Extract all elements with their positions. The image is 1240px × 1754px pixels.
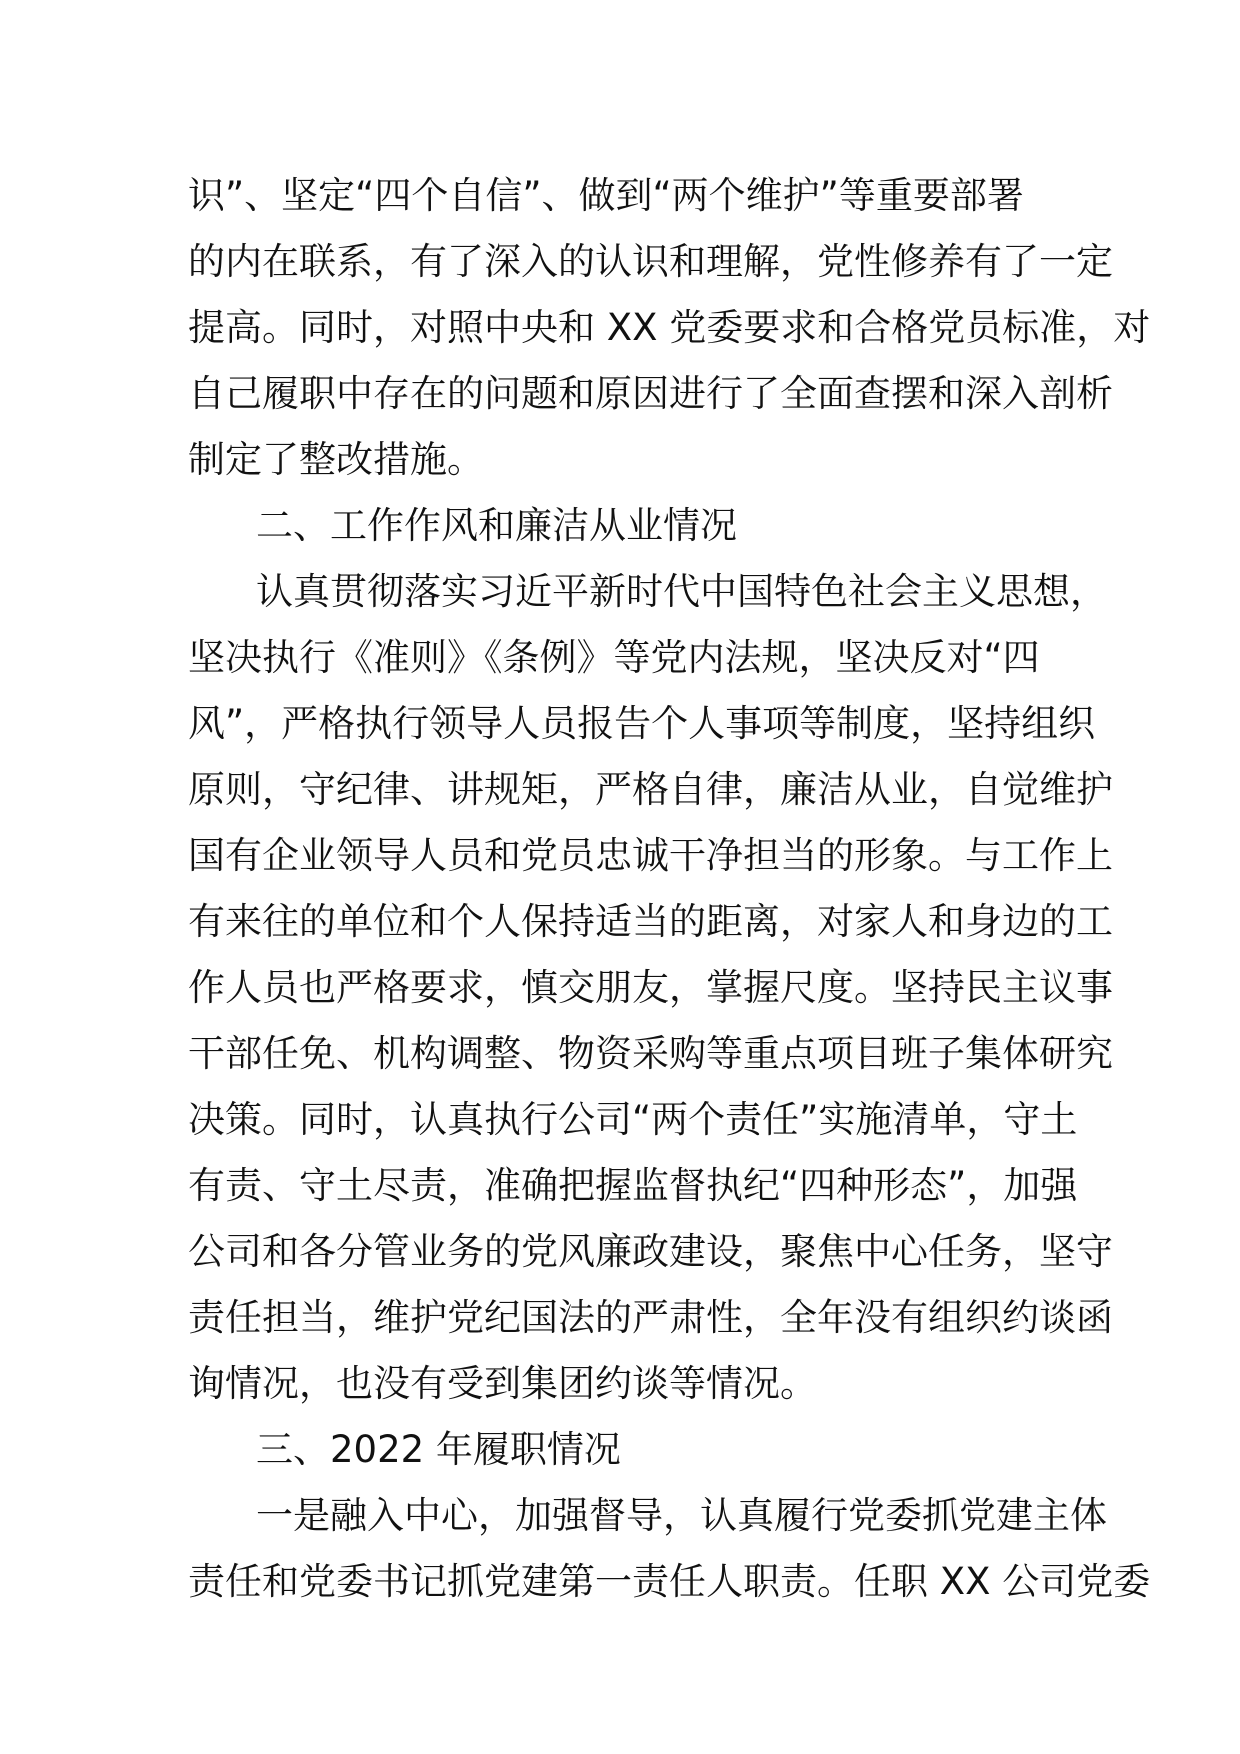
paragraph-line: 责任担当，维护党纪国法的严肃性，全年没有组织约谈函 [188,1296,1113,1339]
paragraph-line: 一是融入中心，加强督导，认真履行党委抓党建主体 [256,1494,1107,1537]
paragraph-line: 作人员也严格要求，慎交朋友，掌握尺度。坚持民主议事 [188,966,1113,1009]
paragraph-line: 的内在联系，有了深入的认识和理解，党性修养有了一定 [188,240,1113,283]
paragraph-line: 提高。同时，对照中央和 XX 党委要求和合格党员标准，对 [188,306,1151,349]
section-heading: 二、工作作风和廉洁从业情况 [256,504,737,547]
paragraph-line: 询情况，也没有受到集团约谈等情况。 [188,1362,817,1405]
paragraph-line: 有来往的单位和个人保持适当的距离，对家人和身边的工 [188,900,1113,943]
paragraph-line: 坚决执行《准则》《条例》等党内法规，坚决反对“四 [188,636,1040,679]
paragraph-line: 认真贯彻落实习近平新时代中国特色社会主义思想， [256,570,1107,613]
section-heading: 三、2022 年履职情况 [256,1428,621,1471]
paragraph-line: 制定了整改措施。 [188,438,484,481]
paragraph-line: 自己履职中存在的问题和原因进行了全面查摆和深入剖析 [188,372,1113,415]
paragraph-line: 原则，守纪律、讲规矩，严格自律，廉洁从业，自觉维护 [188,768,1113,811]
paragraph-line: 有责、守土尽责，准确把握监督执纪“四种形态”，加强 [188,1164,1078,1207]
paragraph-line: 风”，严格执行领导人员报告个人事项等制度，坚持组织 [188,702,1096,745]
paragraph-line: 干部任免、机构调整、物资采购等重点项目班子集体研究 [188,1032,1113,1075]
paragraph-line: 决策。同时，认真执行公司“两个责任”实施清单，守土 [188,1098,1078,1141]
paragraph-line: 识”、坚定“四个自信”、做到“两个维护”等重要部署 [188,174,1024,217]
paragraph-line: 公司和各分管业务的党风廉政建设，聚焦中心任务，坚守 [188,1230,1113,1273]
paragraph-line: 责任和党委书记抓党建第一责任人职责。任职 XX 公司党委 [188,1560,1151,1603]
paragraph-line: 国有企业领导人员和党员忠诚干净担当的形象。与工作上 [188,834,1113,877]
